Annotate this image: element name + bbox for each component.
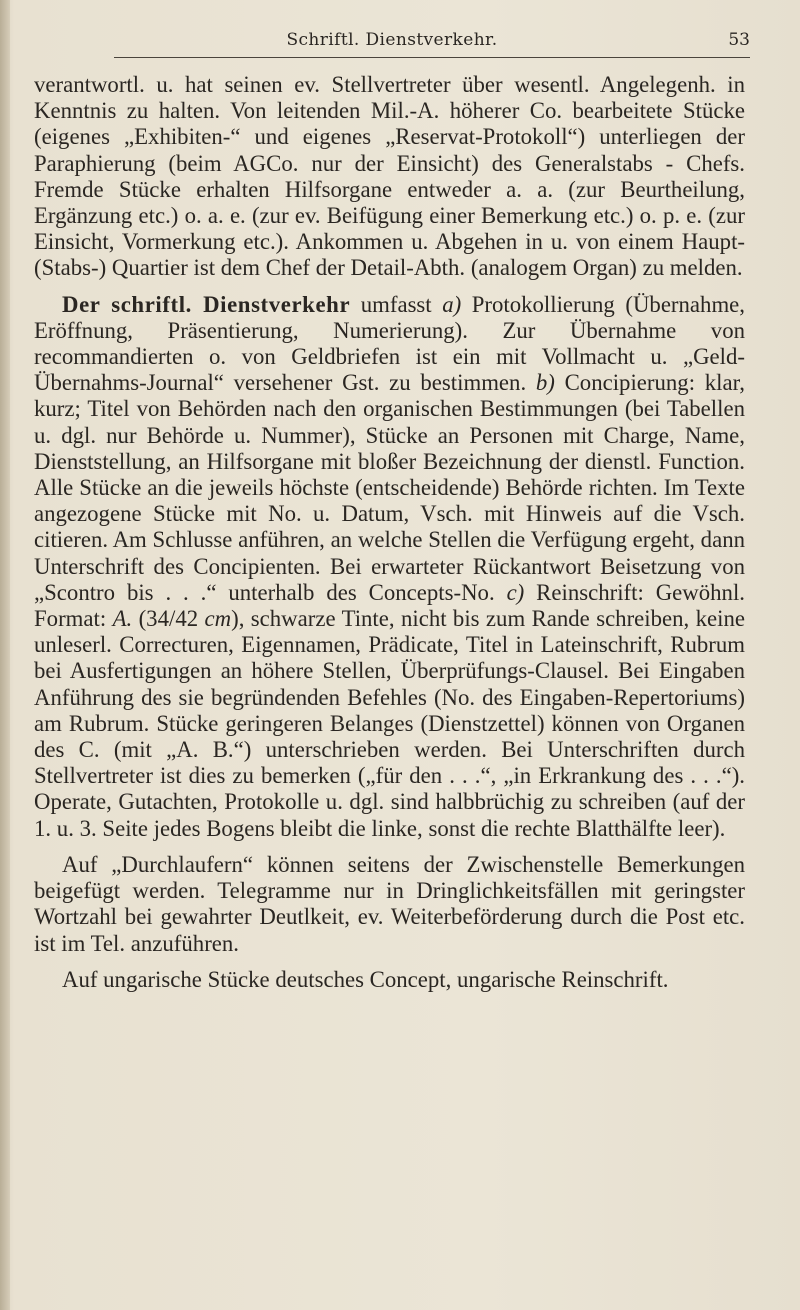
body-text — [34, 72, 745, 993]
format-letter: A. — [112, 606, 133, 632]
header-rule — [114, 57, 750, 58]
paragraph-2-text-a: umfasst — [350, 291, 443, 317]
paragraph-4: Auf ungarische Stücke deutsches Concept, ungarische Reinschrift. — [62, 966, 669, 992]
running-header — [34, 30, 750, 58]
page-spine-shadow — [0, 0, 10, 1310]
paragraph-3: Auf „Durchlaufern“ können seitens der Zwischenstelle Bemerkungen beigefügt werden. Telegramme nur in Dringlichkeitsfällen mit geringster Wortzahl bei gewahrter Deutlkeit, ev. Weiterbeförderung durch die Post etc. ist im Tel. anzuführen. — [34, 851, 745, 956]
paragraph-2-text-b: Protokollierung (Übernahme, Eröffnung, Präsentierung, Numerierung). Zur Übernahme von recommandierten o. von Geldbriefen ist ein mit Vollmacht u. „Geld-Übernahms-Journal“ versehener Gst. zu bestimmen. — [34, 291, 745, 396]
paragraph-2-text-c: Concipierung: klar, kurz; Titel von Behörden nach den organischen Bestimmungen (bei Tabellen u. dgl. nur Behörde u. Nummer), Stücke an Personen mit Charge, Name, Dienststellung, an Hilfsorgane mit bloßer Bezeichnung der dienstl. Function. Alle Stücke an die jeweils höchste (entscheidende) Behörde richten. Im Texte angezogene Stücke mit No. u. Datum, Vsch. mit Hinweis auf die Vsch. citieren. Am Schlusse anführen, an welche Stellen die Verfügung ergeht, dann Unterschrift des Concipienten. Bei erwarteter Rückantwort Beisetzung von „Scontro bis . . .“ unterhalb des Concepts-No. — [34, 370, 745, 605]
paragraph-2 — [34, 292, 745, 842]
list-marker-c: c) — [506, 579, 525, 605]
paragraph-2-text-f: ), schwarze Tinte, nicht bis zum Rande schreiben, keine unleserl. Correcturen, Eigennamen, Prädicate, Titel in Lateinschrift, Rubrum bei Ausfertigungen an höhere Stellen, Überprüfungs-Clausel. Bei Eingaben Anführung des sie begründenden Befehles (No. des Eingaben-Repertoriums) am Rubrum. Stücke geringeren Belanges (Dienstzettel) können von Organen des C. (mit „A. B.“) unterschrieben werden. Bei Unterschriften durch Stellvertreter ist dies zu bemerken („für den . . .“, „in Erkrankung des . . .“). Operate, Gutachten, Protokolle u. dgl. sind halbbrüchig zu schreiben (auf der 1. u. 3. Seite jedes Bogens bleibt die linke, sonst die rechte Blatthälfte leer). — [34, 606, 745, 841]
list-marker-b: b) — [535, 370, 555, 396]
page-number: 53 — [728, 30, 750, 50]
paragraph-2-heading: Der schriftl. Dienstverkehr — [62, 291, 351, 317]
running-header-title: Schriftl. Dienstverkehr. — [286, 30, 498, 50]
unit-cm: cm — [204, 606, 232, 632]
paragraph-1: verantwortl. u. hat seinen ev. Stellvertreter über wesentl. Angelegenh. in Kenntnis zu halten. Von leitenden Mil.-A. höherer Co. bearbeitete Stücke (eigenes „Exhibiten-“ und eigenes „Reservat-Protokoll“) unterliegen der Paraphierung (beim AGCo. nur der Einsicht) des Generalstabs - Chefs. Fremde Stücke erhalten Hilfsorgane entweder a. a. (zur Beurtheilung, Ergänzung etc.) o. a. e. (zur ev. Beifügung einer Bemerkung etc.) o. p. e. (zur Einsicht, Vormerkung etc.). Ankommen u. Abgehen in u. von einem Haupt- (Stabs-) Quartier ist dem Chef der Detail-Abth. (analogem Organ) zu melden. — [34, 72, 745, 281]
paragraph-2-text-d: Reinschrift: Gewöhnl. Format: — [34, 579, 745, 632]
list-marker-a: a) — [442, 291, 462, 317]
paragraph-2-text-e: (34/42 — [132, 606, 205, 632]
